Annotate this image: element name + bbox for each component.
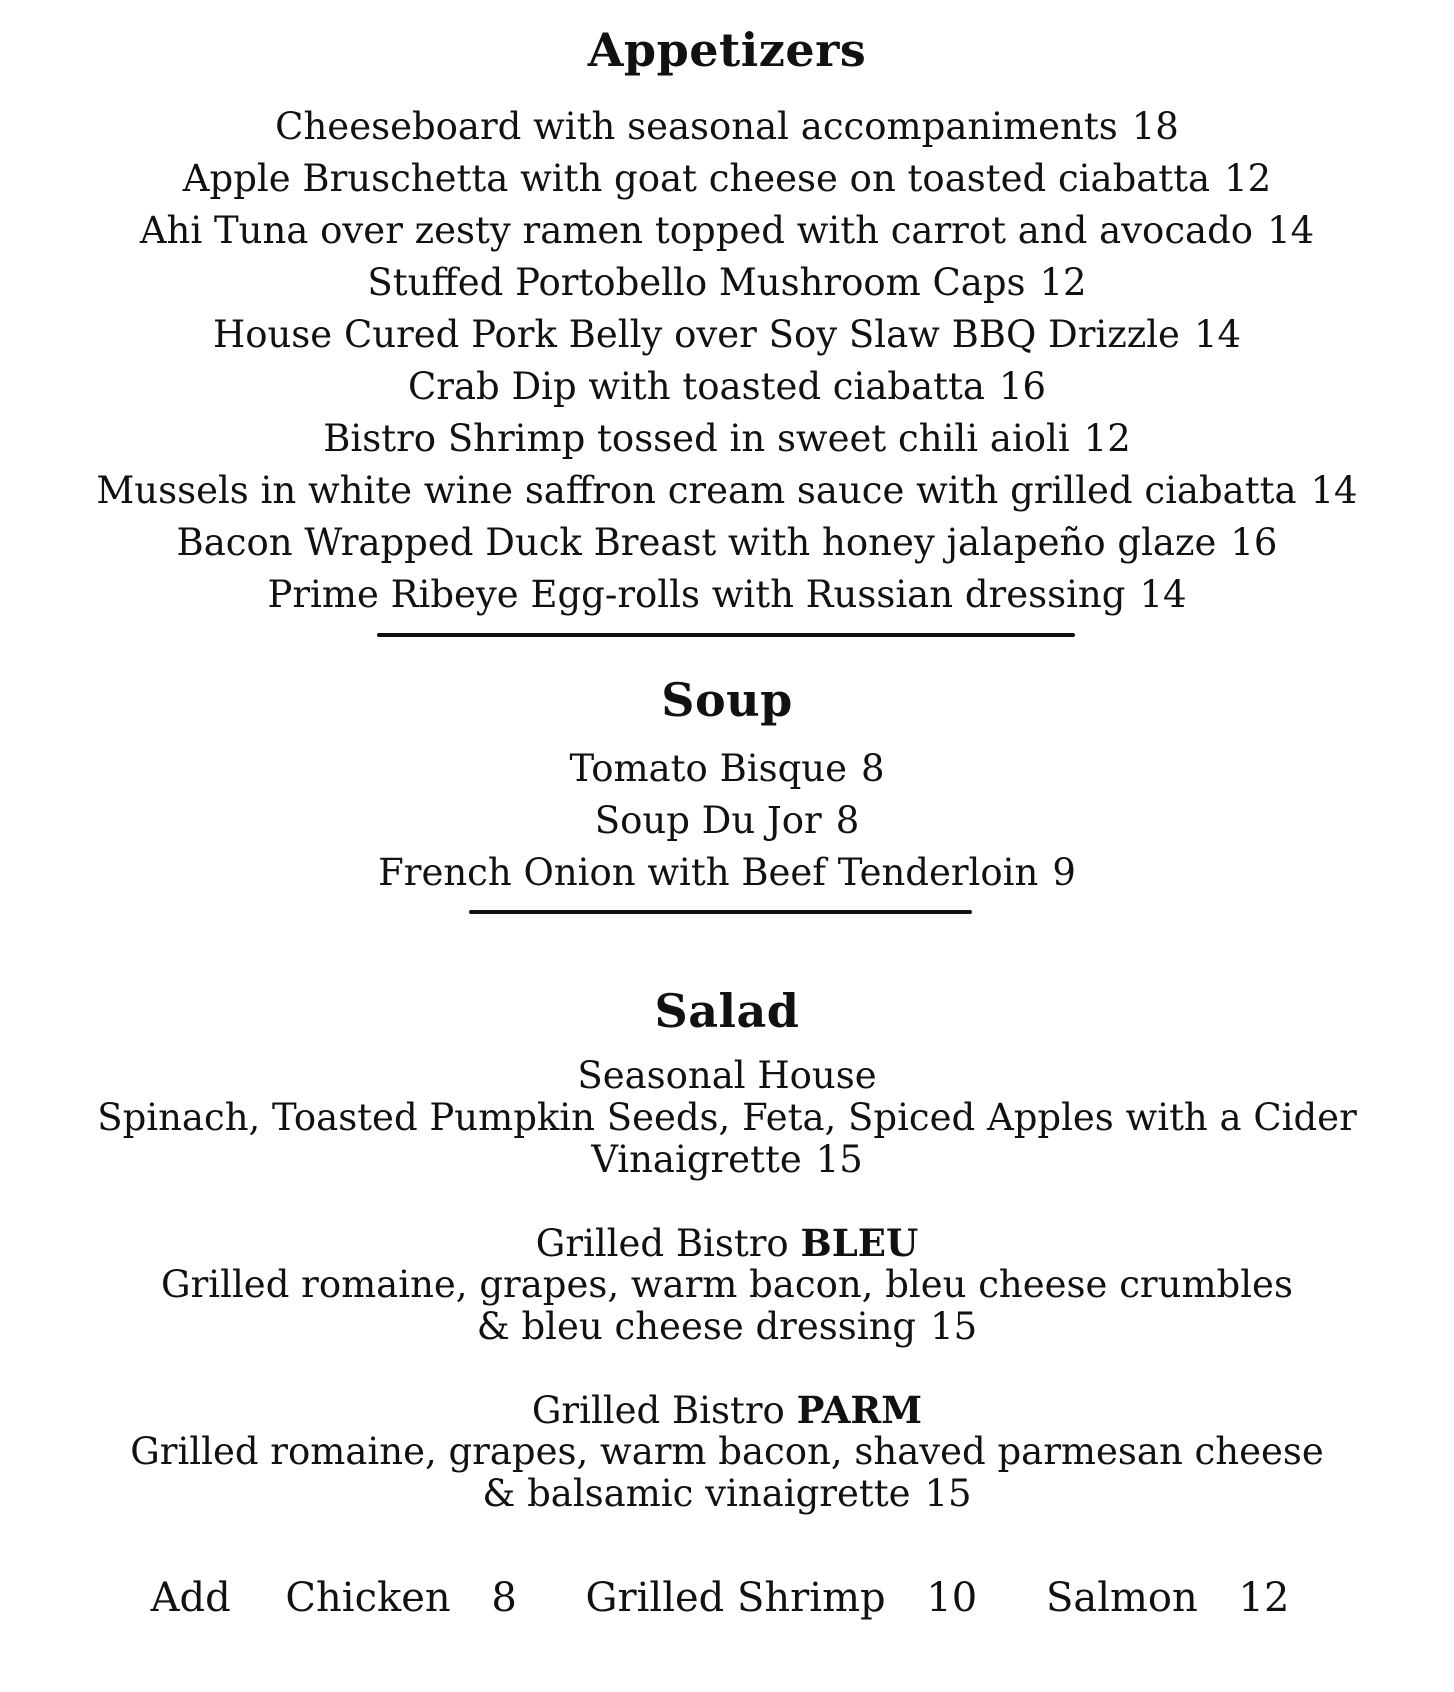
- add-on-option: [1032, 1575, 1303, 1621]
- soup-item: [0, 847, 1454, 899]
- salad-description: Spinach, Toasted Pumpkin Seeds, Feta, Spiced Apples with a Cider: [97, 1096, 1357, 1139]
- section-divider: [469, 910, 972, 914]
- appetizer-item: [0, 413, 1454, 465]
- salad-description-end: & bleu cheese dressing: [476, 1305, 917, 1348]
- salad-name: Grilled Bistro: [535, 1222, 789, 1265]
- salad-item-name: [0, 1389, 1454, 1432]
- appetizers-heading: Appetizers: [587, 23, 867, 77]
- item-name: Cheeseboard with seasonal accompaniments: [275, 105, 1118, 148]
- appetizer-item: [0, 101, 1454, 153]
- add-on-label: Add: [150, 1575, 231, 1621]
- add-on-price: 12: [1238, 1575, 1290, 1621]
- salad-description: [0, 1139, 1454, 1181]
- item-price: 14: [1267, 209, 1315, 252]
- salad-name-bold: BLEU: [800, 1221, 919, 1265]
- item-price: 14: [1193, 313, 1242, 356]
- appetizer-item: [0, 361, 1454, 413]
- appetizer-item: [0, 257, 1454, 309]
- item-price: 18: [1131, 105, 1179, 148]
- salad-description: Grilled romaine, grapes, warm bacon, bleu cheese crumbles: [161, 1263, 1293, 1306]
- salad-add-ons: [0, 1572, 1454, 1624]
- item-price: 15: [815, 1138, 863, 1181]
- salad-name: Grilled Bistro: [531, 1389, 785, 1432]
- item-name: Prime Ribeye Egg-rolls with Russian dressing: [267, 573, 1126, 616]
- soup-heading: Soup: [661, 673, 793, 727]
- add-on-name: Grilled Shrimp: [585, 1575, 886, 1621]
- add-on-name: Salmon: [1045, 1575, 1198, 1621]
- item-name: Mussels in white wine saffron cream sauce with grilled ciabatta: [96, 469, 1297, 512]
- item-price: 16: [998, 365, 1047, 408]
- item-name: Bistro Shrimp tossed in sweet chili aioli: [323, 417, 1070, 460]
- appetizer-item: [0, 517, 1454, 569]
- soup-item: [0, 743, 1454, 795]
- salad-name-bold: PARM: [796, 1388, 923, 1432]
- item-price: 15: [924, 1472, 972, 1515]
- item-name: House Cured Pork Belly over Soy Slaw BBQ Drizzle: [212, 313, 1180, 356]
- appetizer-item: [0, 569, 1454, 621]
- item-price: 12: [1083, 417, 1131, 460]
- add-on-name: Chicken: [285, 1575, 451, 1621]
- item-name: Crab Dip with toasted ciabatta: [407, 365, 985, 408]
- item-price: 15: [930, 1305, 978, 1348]
- item-price: 14: [1310, 469, 1358, 512]
- salad-description: [0, 1473, 1454, 1515]
- item-price: 12: [1224, 157, 1272, 200]
- item-name: Apple Bruschetta with goat cheese on toasted ciabatta: [182, 157, 1211, 200]
- appetizer-item: [0, 465, 1454, 517]
- salad-name: Seasonal House: [577, 1054, 877, 1097]
- item-price: 14: [1139, 573, 1187, 616]
- item-name: Soup Du Jor: [594, 799, 822, 842]
- salad-item-name: [0, 1222, 1454, 1265]
- salad-description-end: & balsamic vinaigrette: [482, 1472, 911, 1515]
- add-on-price: 10: [926, 1575, 978, 1621]
- add-on-option: [572, 1575, 992, 1621]
- item-name: Bacon Wrapped Duck Breast with honey jalapeño glaze: [176, 521, 1217, 564]
- soup-item: [0, 795, 1454, 847]
- section-divider: [377, 633, 1075, 637]
- item-price: 16: [1230, 521, 1278, 564]
- add-on-price: 8: [491, 1575, 517, 1621]
- salad-item-name: [0, 1055, 1454, 1097]
- item-price: 12: [1039, 261, 1087, 304]
- salad-heading: Salad: [654, 984, 800, 1038]
- salad-description-end: Vinaigrette: [591, 1138, 802, 1181]
- item-name: French Onion with Beef Tenderloin: [378, 851, 1039, 894]
- item-price: 9: [1052, 851, 1076, 894]
- salad-description: [0, 1306, 1454, 1348]
- item-price: 8: [835, 799, 860, 842]
- appetizer-item: [0, 153, 1454, 205]
- add-on-option: [271, 1575, 530, 1621]
- appetizer-item: [0, 309, 1454, 361]
- item-name: Tomato Bisque: [569, 747, 847, 790]
- appetizer-item: [0, 205, 1454, 257]
- item-name: Stuffed Portobello Mushroom Caps: [367, 261, 1026, 304]
- item-price: 8: [861, 747, 885, 790]
- item-name: Ahi Tuna over zesty ramen topped with carrot and avocado: [139, 209, 1254, 252]
- salad-description: Grilled romaine, grapes, warm bacon, shaved parmesan cheese: [130, 1430, 1324, 1473]
